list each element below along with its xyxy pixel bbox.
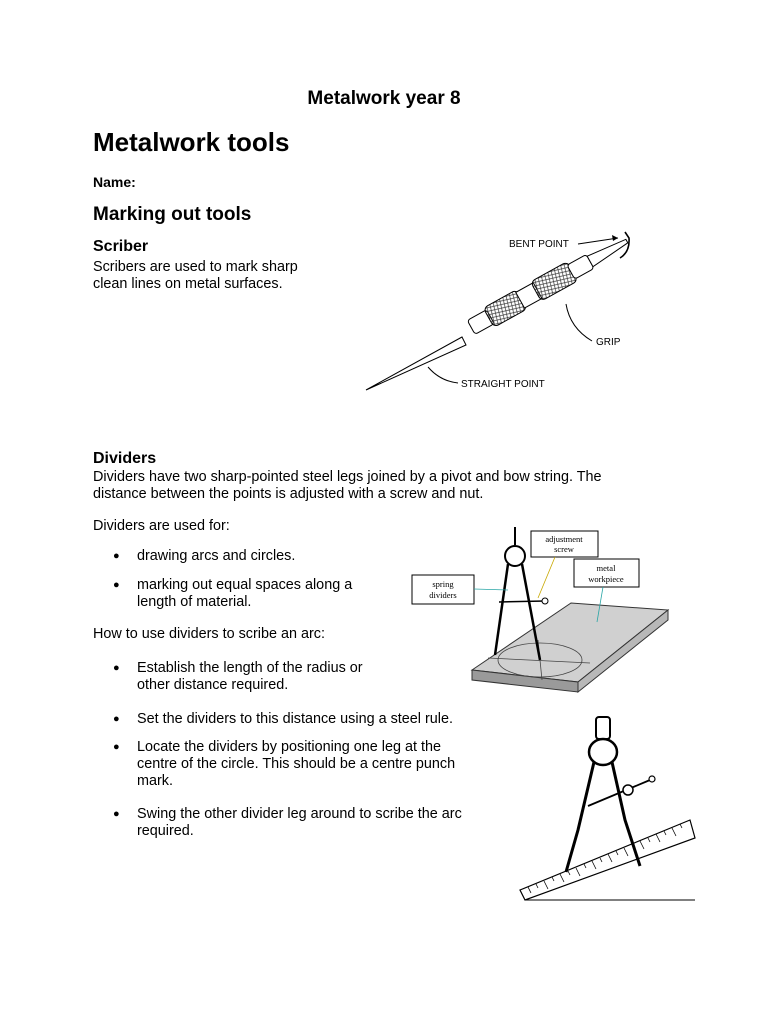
bent-point-leader [578, 238, 618, 244]
used-for-label: Dividers are used for: [93, 518, 230, 534]
divider-handle [596, 717, 610, 739]
bullet-icon: ● [113, 808, 120, 820]
adjustment-screw-shape [588, 780, 650, 806]
howto-label: How to use dividers to scribe an arc: [93, 626, 325, 642]
divider-bow-spring [505, 546, 525, 566]
divider-bow-spring [589, 739, 617, 765]
scriber-heading: Scriber [93, 238, 149, 255]
page-title: Metalwork tools [93, 127, 290, 157]
dividers-heading: Dividers [93, 450, 157, 467]
scriber-text-line1: Scribers are used to mark sharp [93, 259, 298, 275]
bullet-icon: ● [113, 741, 120, 753]
bullet-icon: ● [113, 579, 120, 591]
bullet-icon: ● [113, 662, 120, 674]
adjustment-screw-label-line1: adjustment [545, 534, 583, 544]
spring-dividers-label-line2: dividers [429, 590, 457, 600]
spring-dividers-label-line1: spring [432, 579, 454, 589]
bent-point-label: BENT POINT [509, 239, 569, 250]
name-label: Name: [93, 174, 136, 190]
grip-label: GRIP [596, 337, 621, 348]
bullet-icon: ● [113, 550, 120, 562]
adjustment-screw-shape [499, 601, 545, 602]
straight-point-leader [428, 367, 458, 383]
straight-point-label: STRAIGHT POINT [461, 379, 545, 390]
dividers-workpiece-diagram [405, 522, 675, 697]
scriber-text-line2: clean lines on metal surfaces. [93, 276, 283, 292]
adjustment-screw-label-line2: screw [554, 544, 574, 554]
section-heading: Marking out tools [93, 204, 252, 225]
divider-leg-left [495, 564, 508, 655]
scriber-diagram [360, 225, 650, 400]
metal-workpiece-label-line2: workpiece [588, 574, 624, 584]
document-title: Metalwork year 8 [307, 88, 461, 109]
divider-leg-left [566, 762, 594, 872]
grip-leader [566, 304, 592, 341]
dividers-steel-rule-diagram [515, 712, 700, 907]
bullet-icon: ● [113, 713, 120, 725]
dividers-intro-line1: Dividers have two sharp-pointed steel legs joined by a pivot and bow string. The [93, 469, 602, 485]
dividers-intro-line2: distance between the points is adjusted with a screw and nut. [93, 486, 484, 502]
steel-rule-shape [520, 820, 695, 900]
metal-workpiece-label-line1: metal [596, 563, 616, 573]
